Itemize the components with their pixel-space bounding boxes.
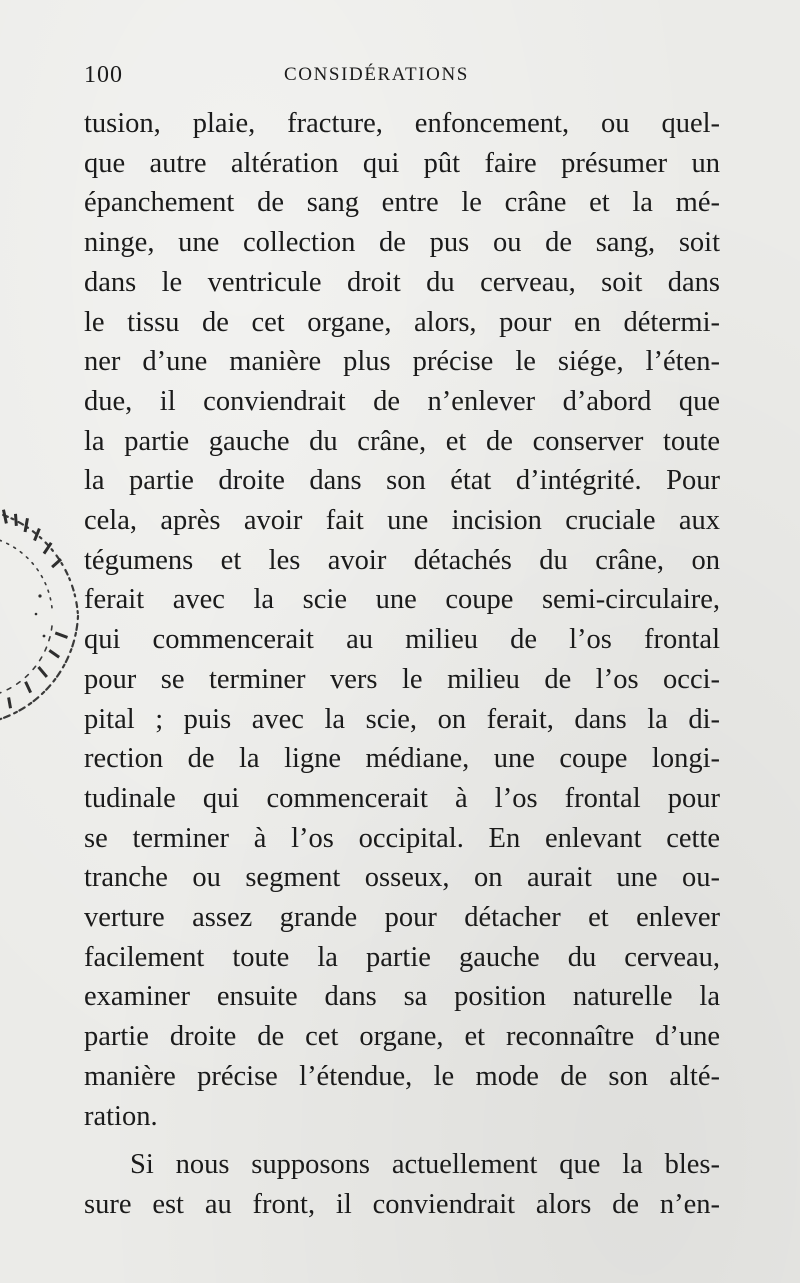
text-line: cela, après avoir fait une incision cruciale aux xyxy=(84,505,720,537)
page-header xyxy=(84,62,724,96)
text-line: Si nous supposons actuellement que la bles- xyxy=(130,1149,720,1181)
text-line: examiner ensuite dans sa position naturelle la xyxy=(84,981,720,1013)
text-line: ninge, une collection de pus ou de sang, soit xyxy=(84,227,720,259)
text-line: se terminer à l’os occipital. En enlevant cette xyxy=(84,822,720,854)
text-line: tusion, plaie, fracture, enfoncement, ou quel- xyxy=(84,108,720,139)
text-line: rection de la ligne médiane, une coupe longi- xyxy=(84,743,720,775)
text-line: pital ; puis avec la scie, on ferait, dans la di- xyxy=(84,703,720,735)
body-text xyxy=(84,104,720,1225)
text-line: dans le ventricule droit du cerveau, soit dans xyxy=(84,266,720,298)
text-line: ration. xyxy=(84,1100,158,1132)
text-line: manière précise l’étendue, le mode de son alté- xyxy=(84,1060,720,1092)
text-line: sure est au front, il conviendrait alors de n’en- xyxy=(84,1188,720,1220)
running-head: CONSIDÉRATIONS xyxy=(284,64,469,85)
page-number: 100 xyxy=(84,62,123,88)
text-line: partie droite de cet organe, et reconnaître d’une xyxy=(84,1021,720,1053)
text-line: tudinale qui commencerait à l’os frontal pour xyxy=(84,782,720,814)
text-line: facilement toute la partie gauche du cerveau, xyxy=(84,941,720,973)
text-line: due, il conviendrait de n’enlever d’abord que xyxy=(84,385,720,417)
text-line: ferait avec la scie une coupe semi-circulaire, xyxy=(84,584,720,616)
text-line: que autre altération qui pût faire présumer un xyxy=(84,147,720,179)
text-line: épanchement de sang entre le crâne et la mé- xyxy=(84,187,720,219)
text-line: tranche ou segment osseux, on aurait une ou- xyxy=(84,862,720,894)
text-line: le tissu de cet organe, alors, pour en détermi- xyxy=(84,306,720,338)
paragraph-gap xyxy=(84,1136,720,1145)
text-line: la partie gauche du crâne, et de conserver toute xyxy=(84,425,720,457)
text-line: qui commencerait au milieu de l’os frontal xyxy=(84,624,720,656)
text-line: verture assez grande pour détacher et enlever xyxy=(84,902,720,934)
text-line: pour se terminer vers le milieu de l’os occi- xyxy=(84,663,720,695)
text-line: la partie droite dans son état d’intégrité. Pour xyxy=(84,465,720,497)
text-line: tégumens et les avoir détachés du crâne, on xyxy=(84,544,720,576)
text-line: ner d’une manière plus précise le siége, l’éten- xyxy=(84,346,720,378)
